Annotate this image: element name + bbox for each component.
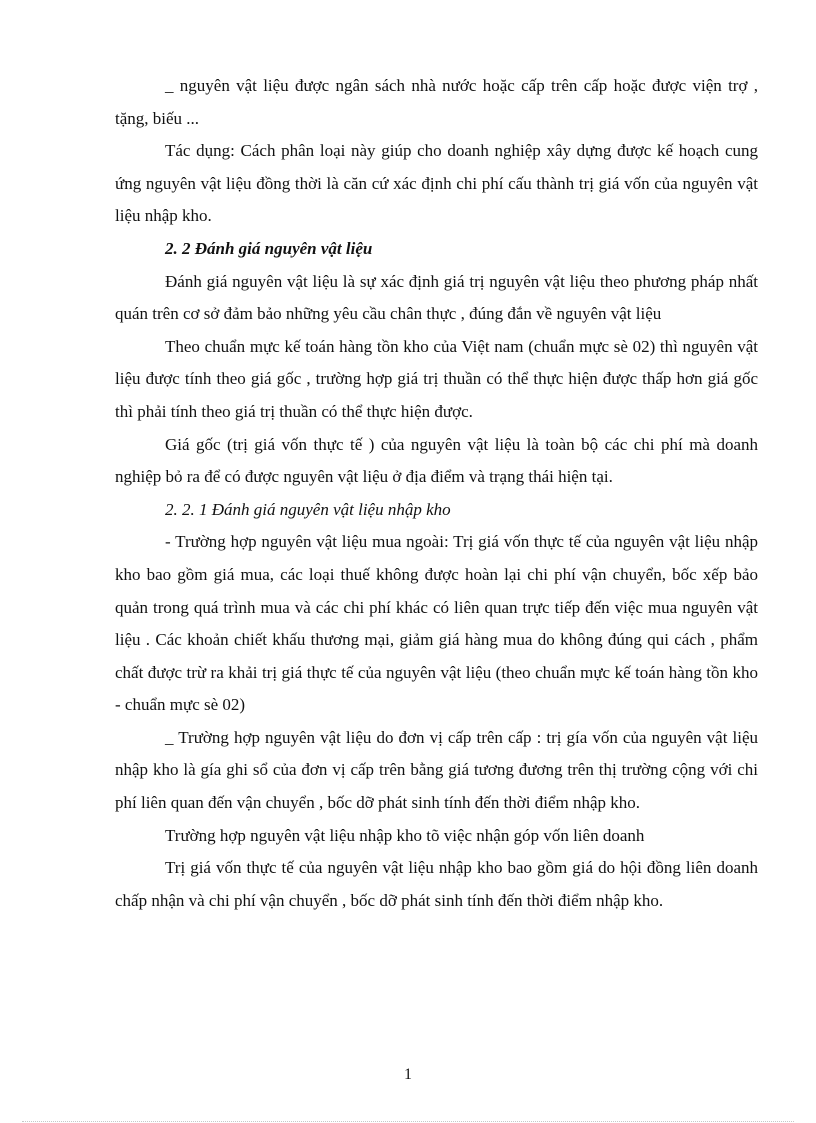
paragraph-joint-venture-cost: Trị giá vốn thực tế của nguyên vật liệu nhập kho bao gồm giá do hội đồng liên doanh chấp nhận và chi phí vận chuyển , bốc dỡ phát sinh tính đến thời điểm nhập kho. bbox=[115, 858, 758, 910]
paragraph-original-cost: Giá gốc (trị giá vốn thực tế ) của nguyên vật liệu là toàn bộ các chi phí mà doanh nghiệp bỏ ra để có được nguyên vật liệu ở địa điểm và trạng thái hiện tại. bbox=[115, 434, 758, 487]
paragraph-accounting-standard: Theo chuẩn mực kế toán hàng tồn kho của Việt nam (chuẩn mực sè 02) thì nguyên vật liệu được tính theo giá gốc , trường hợp giá trị thuần có thể thực hiện được thấp hơn giá gốc thì phải tính theo giá trị thuần có thể thực hiện được. bbox=[115, 336, 758, 421]
paragraph-supplied-by-superior: _ Trường hợp nguyên vật liệu do đơn vị cấp trên cấp : trị gía vốn của nguyên vật liệu nhập kho là gía ghi sổ của đơn vị cấp trên bằng giá tương đương trên thị trường cộng với chi phí liên quan đến vận chuyển , bốc dỡ phát sinh tính đến thời điểm nhập kho. bbox=[115, 727, 758, 813]
paragraph-valuation-definition: Đánh giá nguyên vật liệu là sự xác định giá trị nguyên vật liệu theo phương pháp nhất quán trên cơ sở đảm bảo những yêu cầu chân thực , đúng đắn về nguyên vật liệu bbox=[115, 271, 758, 324]
paragraph-joint-venture-case: Trường hợp nguyên vật liệu nhập kho tõ việc nhận góp vốn liên doanh bbox=[165, 825, 645, 845]
paragraph-classification-effect: Tác dụng: Cách phân loại này giúp cho doanh nghiệp xây dựng được kế hoạch cung ứng nguyên vật liệu đồng thời là căn cứ xác định chi phí cấu thành trị giá vốn của nguyên vật liệu nhập kho. bbox=[115, 141, 758, 226]
section-heading-2-2: 2. 2 Đánh giá nguyên vật liệu bbox=[165, 238, 373, 258]
paragraph-purchased-materials: - Trường hợp nguyên vật liệu mua ngoài: Trị giá vốn thực tế của nguyên vật liệu nhập kho bao gồm giá mua, các loại thuế không được hoàn lại chi phí vận chuyển, bốc xếp bảo quản trong quá trình mua và các chi phí khác có liên quan trực tiếp đến việc mua nguyên vật liệu . Các khoản chiết khấu thương mại, giảm giá hàng mua do không đúng qui cách , phẩm chất được trừ ra khải trị giá thực tế của nguyên vật liệu (theo chuẩn mực kế toán hàng tồn kho - chuẩn mực sè 02) bbox=[115, 532, 758, 715]
page-bottom-rule bbox=[22, 1121, 794, 1122]
document-body bbox=[115, 70, 758, 917]
paragraph-aid-sources: _ nguyên vật liệu được ngân sách nhà nước hoặc cấp trên cấp hoặc được viện trợ , tặng, biếu ... bbox=[115, 76, 758, 128]
page-number: 1 bbox=[404, 1066, 412, 1083]
section-heading-2-2-1: 2. 2. 1 Đánh giá nguyên vật liệu nhập kho bbox=[165, 499, 451, 519]
